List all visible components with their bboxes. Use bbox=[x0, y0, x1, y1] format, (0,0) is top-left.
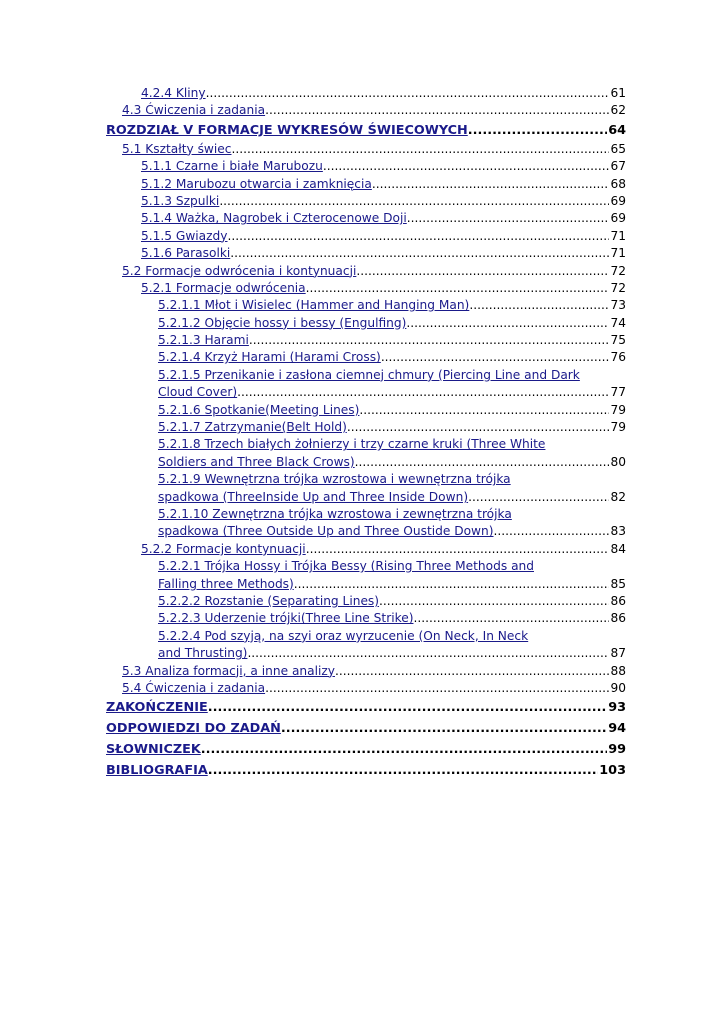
toc-entry-title[interactable]: 5.2.1.7 Zatrzymanie(Belt Hold) bbox=[158, 420, 347, 435]
toc-entry[interactable] bbox=[106, 315, 626, 332]
toc-dot-leader bbox=[355, 454, 610, 471]
toc-dot-leader bbox=[231, 141, 609, 158]
toc-page-number: 82 bbox=[610, 489, 626, 504]
toc-entry-title-continued[interactable]: Falling three Methods) bbox=[158, 576, 294, 591]
toc-entry-title[interactable]: 5.2.1.8 Trzech białych żołnierzy i trzy czarne kruki (Three White bbox=[158, 437, 546, 452]
toc-dot-leader bbox=[347, 419, 610, 436]
toc-chapter-entry[interactable] bbox=[106, 739, 626, 760]
toc-dot-leader bbox=[201, 739, 607, 760]
toc-entry[interactable] bbox=[106, 402, 626, 419]
toc-dot-leader bbox=[323, 158, 610, 175]
toc-page-number: 75 bbox=[610, 333, 626, 348]
toc-entry-title[interactable]: 5.2.1.3 Harami bbox=[158, 333, 249, 348]
toc-dot-leader bbox=[228, 228, 610, 245]
toc-dot-leader bbox=[407, 210, 610, 227]
toc-entry-title-continued[interactable]: spadkowa (ThreeInside Up and Three Inside Down) bbox=[158, 489, 469, 504]
toc-page-number: 86 bbox=[610, 594, 626, 609]
toc-entry[interactable] bbox=[106, 85, 626, 102]
toc-page-number: 84 bbox=[610, 541, 626, 556]
toc-page-number: 85 bbox=[610, 576, 626, 591]
toc-entry[interactable] bbox=[106, 680, 626, 697]
toc-chapter-entry[interactable] bbox=[106, 718, 626, 739]
toc-entry[interactable] bbox=[106, 210, 626, 227]
toc-page-number: 72 bbox=[610, 263, 626, 278]
toc-dot-leader bbox=[359, 402, 609, 419]
toc-entry-title-continued[interactable]: Soldiers and Three Black Crows) bbox=[158, 454, 355, 469]
toc-entry-title[interactable]: 5.2.1.4 Krzyż Harami (Harami Cross) bbox=[158, 350, 381, 365]
toc-dot-leader bbox=[294, 576, 610, 593]
toc-entry-title[interactable]: 5.1.6 Parasolki bbox=[141, 246, 231, 261]
toc-page-number: 76 bbox=[610, 350, 626, 365]
toc-page-number: 93 bbox=[608, 700, 626, 716]
toc-entry[interactable] bbox=[106, 419, 626, 436]
toc-page-number: 88 bbox=[610, 663, 626, 678]
toc-entry-title[interactable]: 5.2.1.2 Objęcie hossy i bessy (Engulfing) bbox=[158, 315, 407, 330]
toc-dot-leader bbox=[494, 523, 610, 540]
toc-entry[interactable] bbox=[106, 193, 626, 210]
toc-dot-leader bbox=[468, 120, 607, 141]
toc-page-number: 69 bbox=[610, 211, 626, 226]
toc-entry[interactable] bbox=[106, 176, 626, 193]
toc-page-number: 87 bbox=[610, 646, 626, 661]
toc-entry-title-continued[interactable]: and Thrusting) bbox=[158, 646, 248, 661]
toc-entry[interactable] bbox=[106, 593, 626, 610]
toc-entry-title-continued[interactable]: spadkowa (Three Outside Up and Three Oustide Down) bbox=[158, 524, 494, 539]
toc-entry-title[interactable]: ZAKOŃCZENIE bbox=[106, 700, 208, 716]
toc-dot-leader bbox=[406, 315, 609, 332]
toc-dot-leader bbox=[281, 718, 607, 739]
toc-chapter-entry[interactable] bbox=[106, 760, 626, 781]
toc-entry[interactable] bbox=[106, 541, 626, 558]
toc-entry-title[interactable]: 5.2.1.10 Zewnętrzna trójka wzrostowa i zewnętrzna trójka bbox=[158, 507, 512, 522]
toc-entry[interactable] bbox=[106, 558, 626, 593]
toc-dot-leader bbox=[206, 85, 610, 102]
toc-page-number: 64 bbox=[608, 122, 626, 138]
toc-entry[interactable] bbox=[106, 297, 626, 314]
toc-entry[interactable] bbox=[106, 610, 626, 627]
toc-page-number: 67 bbox=[610, 159, 626, 174]
toc-dot-leader bbox=[372, 176, 610, 193]
toc-page-number: 79 bbox=[610, 420, 626, 435]
toc-dot-leader bbox=[469, 297, 609, 314]
toc-page-number: 90 bbox=[610, 681, 626, 696]
toc-page-number: 74 bbox=[610, 315, 626, 330]
toc-dot-leader bbox=[356, 263, 609, 280]
toc-page-number: 83 bbox=[610, 524, 626, 539]
toc-dot-leader bbox=[306, 541, 610, 558]
toc-dot-leader bbox=[247, 645, 609, 662]
toc-entry[interactable] bbox=[106, 349, 626, 366]
toc-page-number: 69 bbox=[610, 193, 626, 208]
toc-page-number: 94 bbox=[608, 721, 626, 737]
toc-entry-title[interactable]: 5.1.2 Marubozu otwarcia i zamknięcia bbox=[141, 176, 372, 191]
toc-entry-title[interactable]: ODPOWIEDZI DO ZADAŃ bbox=[106, 721, 281, 737]
toc-entry-title[interactable]: 5.2.2.1 Trójka Hossy i Trójka Bessy (Rising Three Methods and bbox=[158, 559, 534, 574]
toc-entry-title[interactable]: 5.1.1 Czarne i białe Marubozu bbox=[141, 159, 323, 174]
toc-page-number: 77 bbox=[610, 385, 626, 400]
toc-entry[interactable] bbox=[106, 628, 626, 663]
toc-entry-title[interactable]: 5.4 Ćwiczenia i zadania bbox=[122, 681, 266, 696]
toc-entry-title[interactable]: 5.2.2.2 Rozstanie (Separating Lines) bbox=[158, 594, 380, 609]
toc-page-number: 68 bbox=[610, 176, 626, 191]
toc-dot-leader bbox=[208, 760, 599, 781]
toc-dot-leader bbox=[468, 489, 609, 506]
toc-entry[interactable] bbox=[106, 280, 626, 297]
toc-entry-title[interactable]: BIBLIOGRAFIA bbox=[106, 763, 208, 779]
toc-dot-leader bbox=[230, 245, 609, 262]
toc-page-number: 62 bbox=[610, 103, 626, 118]
toc-dot-leader bbox=[413, 610, 609, 627]
toc-dot-leader bbox=[208, 697, 607, 718]
toc-page-number: 79 bbox=[610, 402, 626, 417]
toc-entry-title[interactable]: 5.2.1.6 Spotkanie(Meeting Lines) bbox=[158, 402, 360, 417]
toc-dot-leader bbox=[265, 680, 609, 697]
toc-dot-leader bbox=[237, 384, 609, 401]
toc-entry[interactable] bbox=[106, 263, 626, 280]
toc-entry-title[interactable]: 5.1.4 Ważka, Nagrobek i Czterocenowe Doji bbox=[141, 211, 407, 226]
toc-entry-title[interactable]: 5.2.1 Formacje odwrócenia bbox=[141, 280, 306, 295]
toc-page-number: 71 bbox=[610, 228, 626, 243]
toc-entry-title[interactable]: 4.2.4 Kliny bbox=[141, 86, 206, 100]
toc-entry-title[interactable]: 5.2.2.4 Pod szyją, na szyi oraz wyrzucenie (On Neck, In Neck bbox=[158, 628, 529, 643]
toc-entry-title[interactable]: ROZDZIAŁ V FORMACJE WYKRESÓW ŚWIECOWYCH bbox=[106, 122, 468, 138]
toc-page-number: 80 bbox=[610, 454, 626, 469]
toc-dot-leader bbox=[379, 593, 609, 610]
toc-entry[interactable] bbox=[106, 332, 626, 349]
toc-entry[interactable] bbox=[106, 228, 626, 245]
toc-entry-title-continued[interactable]: Cloud Cover) bbox=[158, 385, 238, 400]
toc-entry[interactable] bbox=[106, 102, 626, 119]
toc-entry-title[interactable]: 5.2.2 Formacje kontynuacji bbox=[141, 541, 306, 556]
toc-chapter-entry[interactable] bbox=[106, 697, 626, 718]
toc-entry[interactable] bbox=[106, 436, 626, 471]
toc-dot-leader bbox=[219, 193, 609, 210]
toc-page-number: 103 bbox=[599, 763, 626, 779]
toc-page-number: 61 bbox=[610, 86, 626, 100]
toc-page-number: 72 bbox=[610, 280, 626, 295]
toc-page-number: 86 bbox=[610, 611, 626, 626]
toc-entry[interactable] bbox=[106, 158, 626, 175]
toc-page-number: 65 bbox=[610, 141, 626, 156]
toc-entry[interactable] bbox=[106, 141, 626, 158]
toc-entry[interactable] bbox=[106, 367, 626, 402]
table-of-contents bbox=[106, 85, 626, 781]
toc-entry-title[interactable]: 5.1.5 Gwiazdy bbox=[141, 228, 228, 243]
toc-entry-title[interactable]: 5.2.2.3 Uderzenie trójki(Three Line Strike) bbox=[158, 611, 414, 626]
toc-entry-title[interactable]: 5.2.1.1 Młot i Wisielec (Hammer and Hanging Man) bbox=[158, 298, 470, 313]
toc-dot-leader bbox=[306, 280, 610, 297]
toc-page-number: 73 bbox=[610, 298, 626, 313]
toc-entry-title[interactable]: 5.1.3 Szpulki bbox=[141, 193, 220, 208]
toc-dot-leader bbox=[249, 332, 610, 349]
toc-entry[interactable] bbox=[106, 471, 626, 506]
toc-page-number: 99 bbox=[608, 742, 626, 758]
toc-entry[interactable] bbox=[106, 663, 626, 680]
toc-entry-title[interactable]: 5.2.1.9 Wewnętrzna trójka wzrostowa i wewnętrzna trójka bbox=[158, 472, 511, 487]
toc-entry[interactable] bbox=[106, 245, 626, 262]
toc-entry-title[interactable]: SŁOWNICZEK bbox=[106, 742, 201, 758]
toc-entry-title[interactable]: 5.1 Kształty świec bbox=[122, 141, 232, 156]
toc-chapter-entry[interactable] bbox=[106, 120, 626, 141]
toc-entry-title[interactable]: 5.3 Analiza formacji, a inne analizy bbox=[122, 663, 335, 678]
toc-dot-leader bbox=[265, 102, 609, 119]
toc-dot-leader bbox=[381, 349, 610, 366]
toc-dot-leader bbox=[335, 663, 609, 680]
toc-page-number: 71 bbox=[610, 246, 626, 261]
toc-entry-title[interactable]: 5.2.1.5 Przenikanie i zasłona ciemnej chmury (Piercing Line and Dark bbox=[158, 367, 580, 382]
toc-entry-title[interactable]: 4.3 Ćwiczenia i zadania bbox=[122, 103, 266, 118]
toc-entry-title[interactable]: 5.2 Formacje odwrócenia i kontynuacji bbox=[122, 263, 357, 278]
toc-entry[interactable] bbox=[106, 506, 626, 541]
